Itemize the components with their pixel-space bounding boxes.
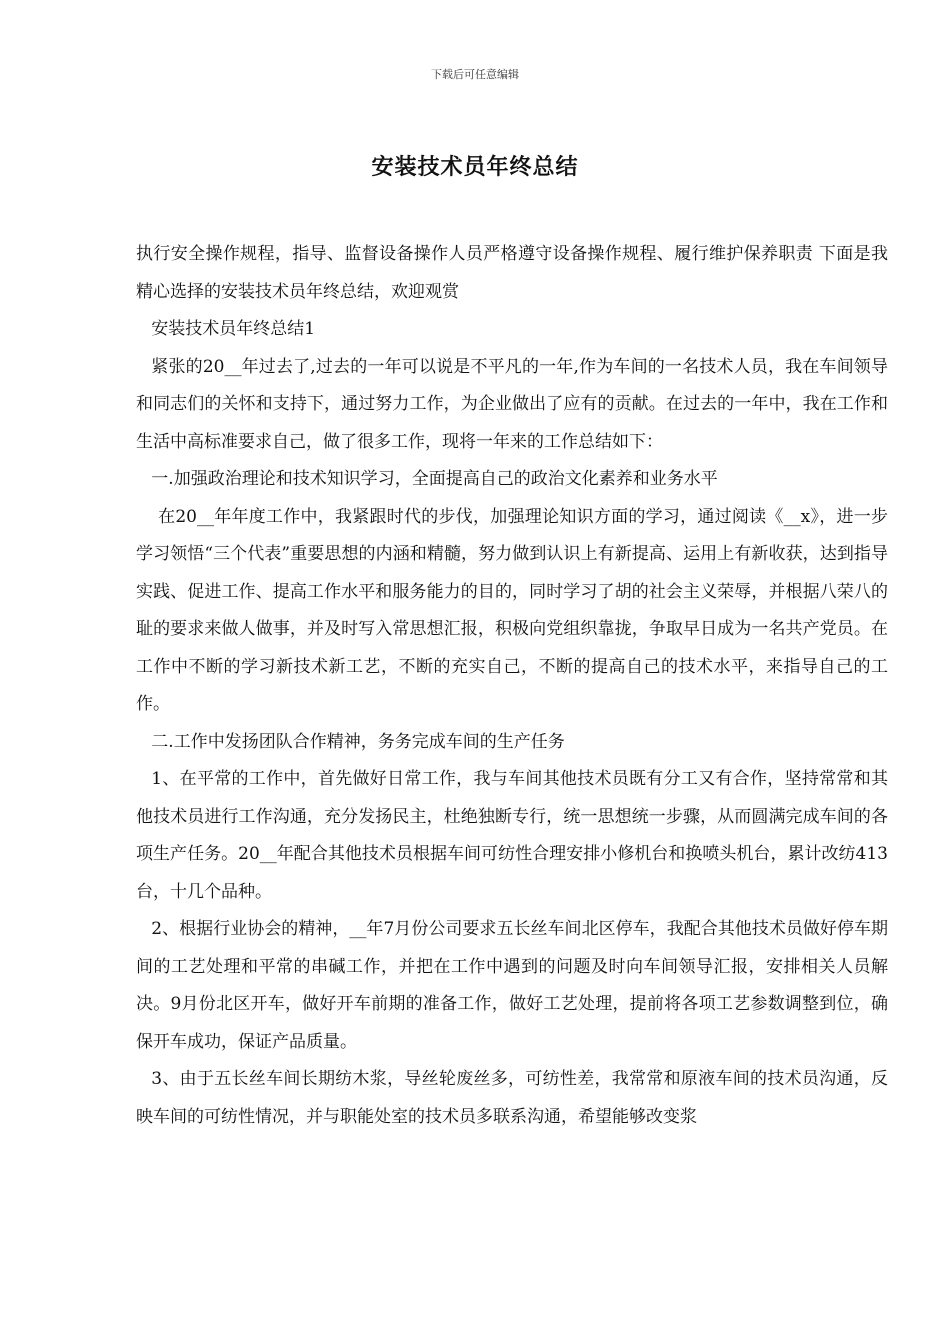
section-heading: 二.工作中发扬团队合作精神，务务完成车间的生产任务 <box>151 731 565 752</box>
body-paragraph: 紧张的20__年过去了,过去的一年可以说是不平凡的一年,作为车间的一名技术人员，我在车间领导和同志们的关怀和支持下，通过努力工作，为企业做出了应有的贡献。在过去的一年中，我在工作和生活中高标准要求自己，做了很多工作，现将一年来的工作总结如下： <box>136 356 888 452</box>
document-body <box>136 236 888 1136</box>
body-paragraph: 2、根据行业协会的精神，__年7月份公司要求五长丝车间北区停车，我配合其他技术员做好停车期间的工艺处理和平常的串碱工作，并把在工作中遇到的问题及时向车间领导汇报，安排相关人员解决。9月份北区开车，做好开车前期的准备工作，做好工艺处理，提前将各项工艺参数调整到位，确保开车成功，保证产品质量。 <box>136 919 888 1052</box>
body-paragraph: 在20__年年度工作中，我紧跟时代的步伐，加强理论知识方面的学习，通过阅读《__x》，进一步学习领悟“三个代表”重要思想的内涵和精髓，努力做到认识上有新提高、运用上有新收获，达到指导实践、促进工作、提高工作水平和服务能力的目的，同时学习了胡的社会主义荣辱，并根据八荣八的耻的要求来做人做事，并及时写入常思想汇报，积极向党组织靠拢，争取早日成为一名共产党员。在工作中不断的学习新技术新工艺，不断的充实自己，不断的提高自己的技术水平，来指导自己的工作。 <box>136 506 888 714</box>
header-note: 下载后可任意编辑 <box>431 68 519 81</box>
body-paragraph: 1、在平常的工作中，首先做好日常工作，我与车间其他技术员既有分工又有合作，坚持常常和其他技术员进行工作沟通，充分发扬民主，杜绝独断专行，统一思想统一步骤，从而圆满完成车间的各项生产任务。20__年配合其他技术员根据车间可纺性合理安排小修机台和换喷头机台，累计改纺413台，十几个品种。 <box>136 769 888 902</box>
intro-paragraph: 执行安全操作规程，指导、监督设备操作人员严格遵守设备操作规程、履行维护保养职责 下面是我精心选择的安装技术员年终总结，欢迎观赏 <box>136 244 888 302</box>
section-heading: 安装技术员年终总结1 <box>151 319 316 339</box>
body-paragraph: 3、由于五长丝车间长期纺木浆，导丝轮废丝多，可纺性差，我常常和原液车间的技术员沟通，反映车间的可纺性情况，并与职能处室的技术员多联系沟通，希望能够改变浆 <box>136 1069 888 1127</box>
page-title: 安装技术员年终总结 <box>371 155 579 180</box>
section-heading: 一.加强政治理论和技术知识学习，全面提高自己的政治文化素养和业务水平 <box>151 469 718 489</box>
